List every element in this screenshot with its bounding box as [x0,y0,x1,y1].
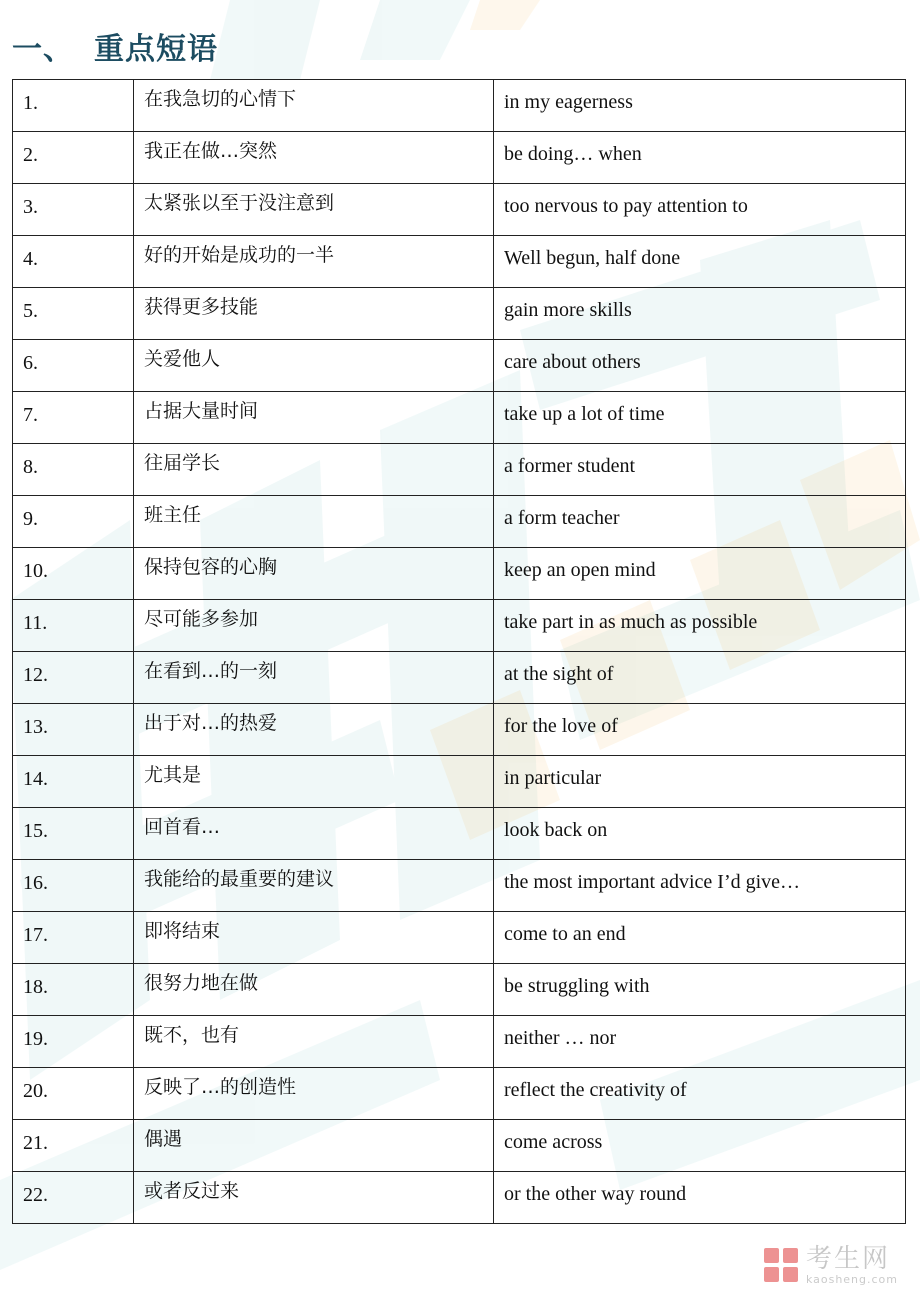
english-phrase: be struggling with [494,964,906,1016]
chinese-phrase: 太紧张以至于没注意到 [134,184,494,236]
table-row [13,132,906,184]
table-row [13,808,906,860]
row-number: 17. [13,912,134,964]
table-row [13,236,906,288]
section-heading: 重点短语 [94,32,218,67]
english-phrase: a former student [494,444,906,496]
row-number: 11. [13,600,134,652]
english-phrase: come across [494,1120,906,1172]
english-phrase: take up a lot of time [494,392,906,444]
row-number: 9. [13,496,134,548]
row-number: 19. [13,1016,134,1068]
row-number: 15. [13,808,134,860]
english-phrase: keep an open mind [494,548,906,600]
english-phrase: reflect the creativity of [494,1068,906,1120]
chinese-phrase: 关爱他人 [134,340,494,392]
table-row [13,1120,906,1172]
table-row [13,288,906,340]
english-phrase: a form teacher [494,496,906,548]
table-row [13,756,906,808]
english-phrase: come to an end [494,912,906,964]
logo-english-text: kaosheng.com [805,1273,898,1286]
row-number: 22. [13,1172,134,1224]
english-phrase: neither … nor [494,1016,906,1068]
row-number: 8. [13,444,134,496]
english-phrase: or the other way round [494,1172,906,1224]
table-row [13,860,906,912]
row-number: 16. [13,860,134,912]
table-row [13,704,906,756]
table-row [13,1172,906,1224]
chinese-phrase: 反映了…的创造性 [134,1068,494,1120]
row-number: 1. [13,80,134,132]
chinese-phrase: 往届学长 [134,444,494,496]
chinese-phrase: 在看到…的一刻 [134,652,494,704]
row-number: 3. [13,184,134,236]
table-row [13,1016,906,1068]
chinese-phrase: 既不，也有 [134,1016,494,1068]
section-number: 一、 [12,32,74,67]
english-phrase: in particular [494,756,906,808]
row-number: 4. [13,236,134,288]
chinese-phrase: 获得更多技能 [134,288,494,340]
chinese-phrase: 占据大量时间 [134,392,494,444]
table-row [13,652,906,704]
chinese-phrase: 回首看… [134,808,494,860]
row-number: 12. [13,652,134,704]
chinese-phrase: 很努力地在做 [134,964,494,1016]
row-number: 21. [13,1120,134,1172]
chinese-phrase: 出于对…的热爱 [134,704,494,756]
chinese-phrase: 偶遇 [134,1120,494,1172]
kaosheng-logo [764,1246,898,1285]
table-row [13,392,906,444]
table-row [13,340,906,392]
table-row [13,1068,906,1120]
table-row [13,496,906,548]
row-number: 6. [13,340,134,392]
table-row [13,444,906,496]
english-phrase: take part in as much as possible [494,600,906,652]
table-row [13,600,906,652]
row-number: 2. [13,132,134,184]
row-number: 13. [13,704,134,756]
row-number: 14. [13,756,134,808]
chinese-phrase: 即将结束 [134,912,494,964]
english-phrase: in my eagerness [494,80,906,132]
chinese-phrase: 好的开始是成功的一半 [134,236,494,288]
english-phrase: be doing… when [494,132,906,184]
table-row [13,548,906,600]
english-phrase: care about others [494,340,906,392]
chinese-phrase: 保持包容的心胸 [134,548,494,600]
row-number: 18. [13,964,134,1016]
table-row [13,912,906,964]
section-title [12,24,218,68]
table-row [13,964,906,1016]
logo-chinese-text: 考生网 [805,1244,890,1274]
row-number: 10. [13,548,134,600]
chinese-phrase: 或者反过来 [134,1172,494,1224]
english-phrase: the most important advice I’d give… [494,860,906,912]
english-phrase: look back on [494,808,906,860]
english-phrase: too nervous to pay attention to [494,184,906,236]
row-number: 5. [13,288,134,340]
phrase-table [12,79,906,1224]
chinese-phrase: 在我急切的心情下 [134,80,494,132]
logo-text [806,1246,898,1285]
chinese-phrase: 尽可能多参加 [134,600,494,652]
table-row [13,80,906,132]
logo-mark-icon [764,1248,800,1284]
chinese-phrase: 我能给的最重要的建议 [134,860,494,912]
english-phrase: Well begun, half done [494,236,906,288]
row-number: 20. [13,1068,134,1120]
english-phrase: at the sight of [494,652,906,704]
english-phrase: for the love of [494,704,906,756]
chinese-phrase: 尤其是 [134,756,494,808]
chinese-phrase: 我正在做…突然 [134,132,494,184]
row-number: 7. [13,392,134,444]
table-row [13,184,906,236]
english-phrase: gain more skills [494,288,906,340]
chinese-phrase: 班主任 [134,496,494,548]
